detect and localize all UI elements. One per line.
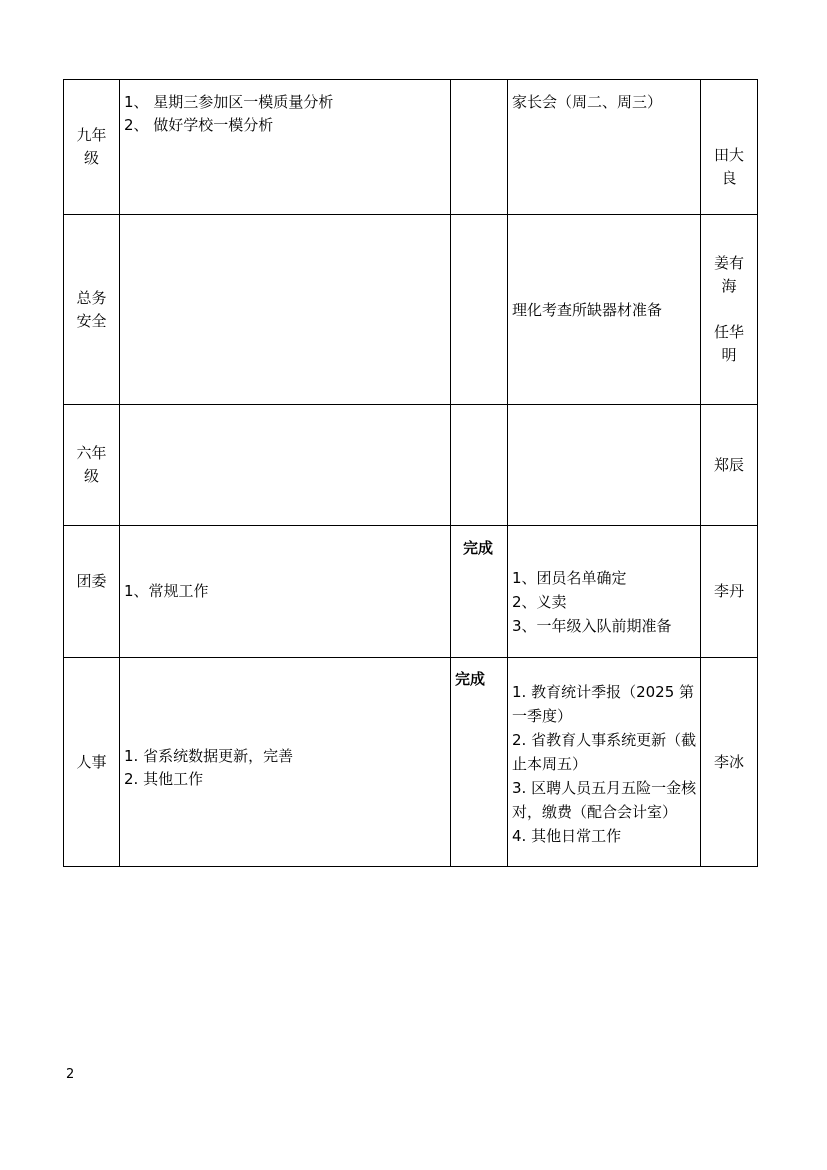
plan-item: 1、团员名单确定 <box>512 568 627 587</box>
task-cell <box>120 405 451 526</box>
dept-cell <box>64 405 120 526</box>
dept-label: 级 <box>83 149 99 167</box>
plan-cell <box>508 526 701 658</box>
plan-cell <box>508 405 701 526</box>
task-item: 1、常规工作 <box>124 582 209 600</box>
dept-label: 人事 <box>76 752 107 771</box>
task-cell <box>120 80 451 215</box>
plan-item: 4. 其他日常工作 <box>512 827 622 845</box>
person-name: 李冰 <box>713 752 744 771</box>
person-name: 李丹 <box>713 582 744 600</box>
dept-cell <box>64 658 120 867</box>
table-row-general-affairs <box>64 215 758 405</box>
task-item: 1、 星期三参加区一模质量分析 <box>124 93 334 111</box>
plan-item: 1. 教育统计季报（2025 第一季度） <box>512 683 695 725</box>
person-name: 海 <box>721 277 737 295</box>
table-row-youth-league <box>64 526 758 658</box>
status-badge: 完成 <box>455 670 486 688</box>
person-spacer <box>701 298 757 321</box>
person-name: 良 <box>721 169 737 187</box>
person-name: 郑辰 <box>713 455 744 474</box>
person-cell <box>701 215 758 405</box>
dept-cell <box>64 215 120 405</box>
plan-item: 3、一年级入队前期准备 <box>512 616 672 635</box>
person-cell <box>701 658 758 867</box>
table-row-personnel <box>64 658 758 867</box>
dept-cell <box>64 526 120 658</box>
table-row-grade-6 <box>64 405 758 526</box>
dept-label: 团委 <box>76 572 107 590</box>
page-number: 2 <box>66 1067 75 1082</box>
person-name: 姜有 <box>713 254 744 272</box>
task-item: 2. 其他工作 <box>124 770 204 788</box>
plan-item: 理化考查所缺器材准备 <box>512 300 663 319</box>
task-cell <box>120 526 451 658</box>
table-row-grade-9 <box>64 80 758 215</box>
status-cell <box>451 80 508 215</box>
status-cell <box>451 658 508 867</box>
person-name: 田大 <box>713 146 744 164</box>
person-cell <box>701 405 758 526</box>
dept-label: 安全 <box>76 311 107 330</box>
dept-label: 九年 <box>76 126 107 144</box>
status-cell <box>451 215 508 405</box>
task-item: 1. 省系统数据更新，完善 <box>124 747 294 765</box>
status-cell <box>451 405 508 526</box>
plan-cell <box>508 80 701 215</box>
plan-item: 2. 省教育人事系统更新（截止本周五） <box>512 731 697 773</box>
weekly-work-table <box>63 79 757 868</box>
plan-item: 家长会（周二、周三） <box>512 93 663 111</box>
task-cell <box>120 215 451 405</box>
work-plan-table <box>63 79 758 867</box>
person-cell <box>701 80 758 215</box>
task-cell <box>120 658 451 867</box>
person-name: 明 <box>721 346 737 364</box>
person-cell <box>701 526 758 658</box>
dept-label: 六年 <box>76 444 107 462</box>
dept-label: 级 <box>83 467 99 485</box>
status-badge: 完成 <box>463 539 494 557</box>
task-item: 2、 做好学校一模分析 <box>124 116 274 134</box>
dept-cell <box>64 80 120 215</box>
status-cell <box>451 526 508 658</box>
plan-item: 2、义卖 <box>512 592 567 611</box>
plan-item: 3. 区聘人员五月五险一金核对，缴费（配合会计室） <box>512 779 697 821</box>
dept-label: 总务 <box>76 288 107 307</box>
plan-cell <box>508 215 701 405</box>
person-name: 任华 <box>713 323 744 341</box>
plan-cell <box>508 658 701 867</box>
